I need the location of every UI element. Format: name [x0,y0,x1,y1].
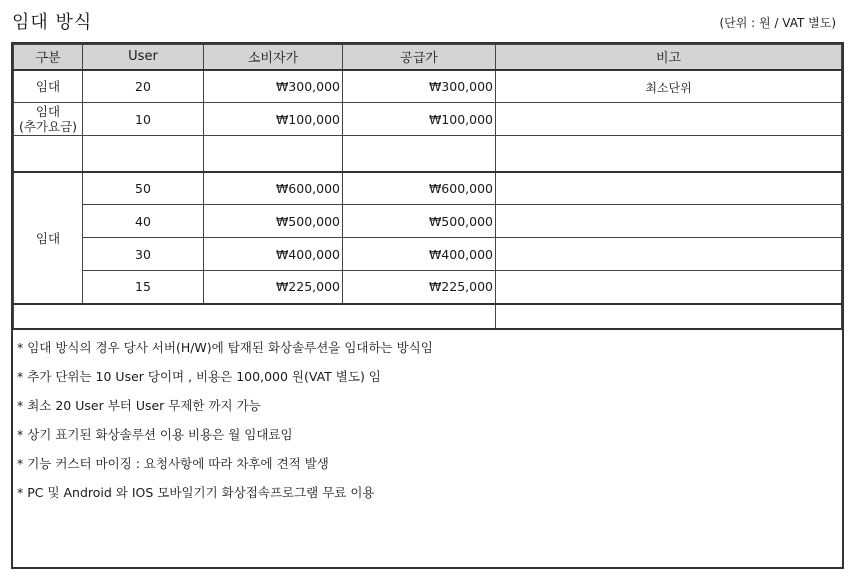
cell-user: 40 [83,205,204,238]
cell-user: 50 [83,172,204,205]
cell-supply-price: ₩600,000 [343,172,496,205]
spacer-cell-remarks [496,304,842,329]
table-row [14,271,842,304]
header-consumer-price: 소비자가 [204,45,343,70]
cell-remarks: 최소단위 [496,70,842,103]
cell-consumer-price: ₩500,000 [204,205,343,238]
header-user: User [83,45,204,70]
header-remarks: 비고 [496,45,842,70]
table-row [14,172,842,205]
cell-supply-price: ₩400,000 [343,238,496,271]
cell-remarks [496,205,842,238]
cell-supply-price [343,136,496,172]
table-row [14,136,842,172]
header-supply-price: 공급가 [343,45,496,70]
cell-consumer-price: ₩300,000 [204,70,343,103]
cell-gubun-line2: (추가요금) [18,119,78,134]
cell-consumer-price: ₩600,000 [204,172,343,205]
cell-remarks [496,136,842,172]
note-item: * 상기 표기된 화상솔루션 이용 비용은 월 임대료임 [17,426,293,442]
cell-remarks [496,172,842,205]
note-item: * 기능 커스터 마이징 : 요청사항에 따라 차후에 견적 발생 [17,455,329,471]
cell-user [83,136,204,172]
spacer-cell [14,304,496,329]
pricing-frame [11,42,844,569]
cell-user: 30 [83,238,204,271]
unit-note: (단위 : 원 / VAT 별도) [719,16,836,30]
note-item: * 추가 단위는 10 User 당이며 , 비용은 100,000 원(VAT 별도) 임 [17,368,381,384]
cell-consumer-price: ₩400,000 [204,238,343,271]
cell-user: 10 [83,103,204,136]
cell-gubun [14,136,83,172]
notes-section [13,330,842,512]
cell-gubun-merged: 임대 [14,172,83,304]
pricing-table [13,44,842,330]
cell-supply-price: ₩225,000 [343,271,496,304]
page-title: 임대 방식 [12,12,93,33]
note-item: * 최소 20 User 부터 User 무제한 까지 가능 [17,397,261,413]
cell-remarks [496,103,842,136]
note-item: * PC 및 Android 와 IOS 모바일기기 화상접속프로그램 무료 이용 [17,484,375,500]
cell-consumer-price: ₩100,000 [204,103,343,136]
cell-user: 15 [83,271,204,304]
table-row [14,103,842,136]
cell-gubun-line1: 임대 [35,104,61,119]
cell-user: 20 [83,70,204,103]
cell-remarks [496,271,842,304]
cell-gubun: 임대 [14,70,83,103]
table-row [14,70,842,103]
cell-remarks [496,238,842,271]
note-item: * 임대 방식의 경우 당사 서버(H/W)에 탑재된 화상솔루션을 임대하는 방식임 [17,339,433,355]
table-row-spacer [14,304,842,329]
table-row [14,238,842,271]
cell-supply-price: ₩300,000 [343,70,496,103]
header-gubun: 구분 [14,45,83,70]
cell-consumer-price [204,136,343,172]
table-header-row [14,45,842,70]
cell-supply-price: ₩500,000 [343,205,496,238]
table-row [14,205,842,238]
cell-gubun [14,103,83,136]
cell-supply-price: ₩100,000 [343,103,496,136]
cell-consumer-price: ₩225,000 [204,271,343,304]
